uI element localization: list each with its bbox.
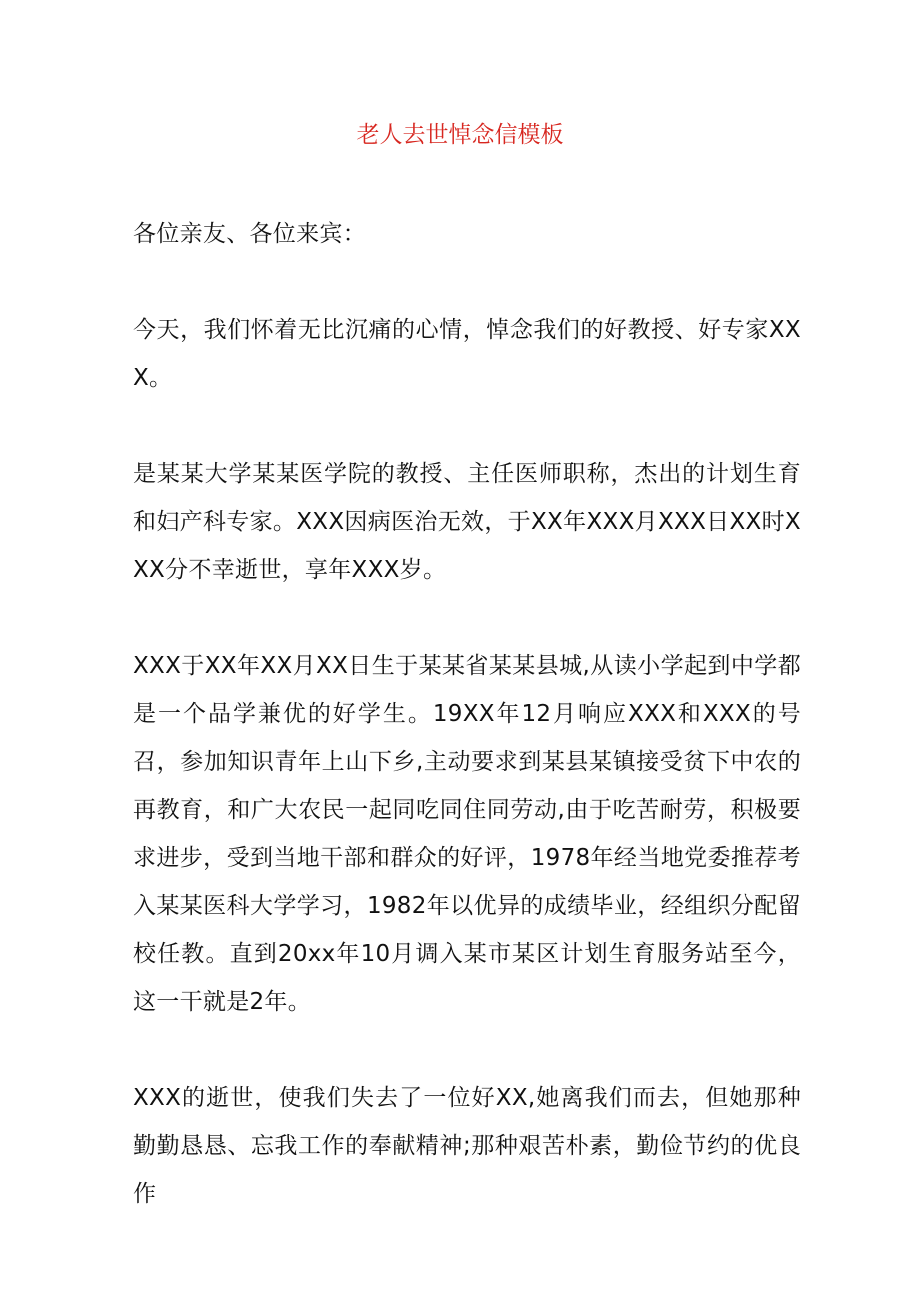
paragraph-1: 今天，我们怀着无比沉痛的心情，悼念我们的好教授、好专家XXX。 [133,317,801,391]
document-title: 老人去世悼念信模板 [356,122,564,148]
paragraph-4: XXX的逝世，使我们失去了一位好XX,她离我们而去，但她那种勤勤恳恳、忘我工作的奉献精神;那种艰苦朴素，勤俭节约的优良作 [133,1085,801,1207]
paragraph-2: 是某某大学某某医学院的教授、主任医师职称，杰出的计划生育和妇产科专家。XXX因病医治无效，于XX年XXX月XXX日XX时XXX分不幸逝世，享年XXX岁。 [133,461,801,583]
salutation: 各位亲友、各位来宾： [133,221,366,247]
paragraph-3: XXX于XX年XX月XX日生于某某省某某县城,从读小学起到中学都是一个品学兼优的好学生。19XX年12月响应XXX和XXX的号召，参加知识青年上山下乡,主动要求到某县某镇接受贫下中农的再教育，和广大农民一起同吃同住同劳动,由于吃苦耐劳，积极要求进步，受到当地干部和群众的好评，1978年经当地党委推荐考入某某医科大学学习，1982年以优异的成绩毕业，经组织分配留校任教。直到20xx年10月调入某市某区计划生育服务站至今，这一干就是2年。 [133,653,801,1015]
